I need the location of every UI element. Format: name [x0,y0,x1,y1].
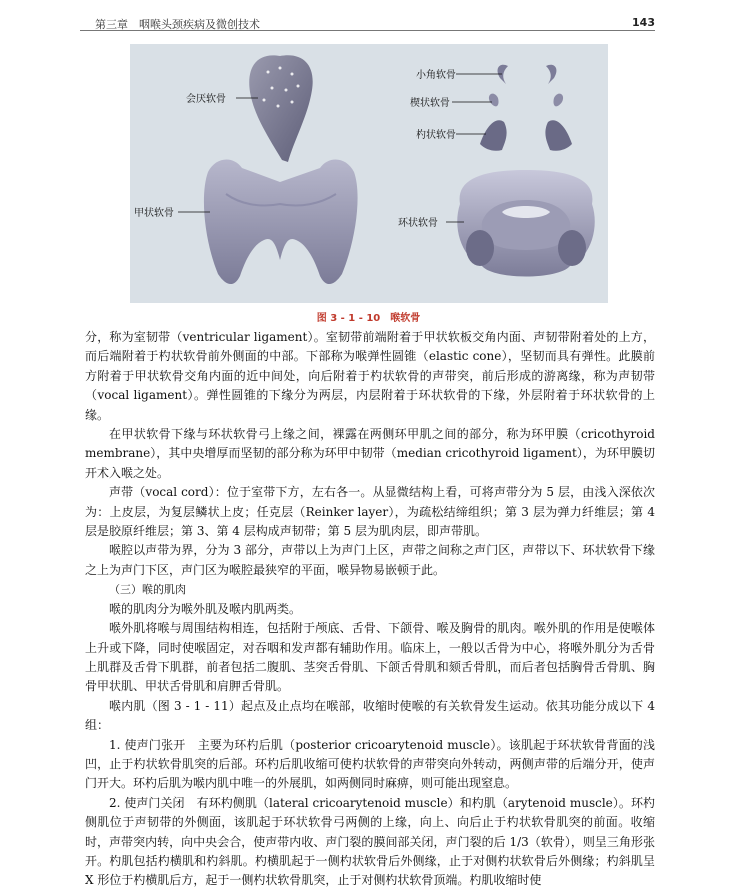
paragraph: 1. 使声门张开 主要为环杓后肌（posterior cricoarytenoid muscle）。该肌起于环状软骨背面的浅凹，止于杓状软骨肌突的后部。环杓后肌收缩可使杓状软骨的声带突向外转动，两侧声带的后端分开，使声门开大。环杓后肌为喉内肌中唯一的外展肌，如两侧同时麻痹，则可能出现窒息。 [85,737,655,791]
cuneiform-cartilage-left [489,94,499,107]
running-header [80,16,655,31]
section-subheading: （三）喉的肌肉 [109,583,186,597]
label-corniculate: 小角软骨 [416,70,456,81]
label-epiglottis: 会厌软骨 [186,94,226,105]
page-number: 143 [632,16,655,29]
figure-illustration [130,44,608,303]
paragraph: 在甲状软骨下缘与环状软骨弓上缘之间，裸露在两侧环甲肌之间的部分，称为环甲膜（cricothyroid membrane），其中央增厚而坚韧的部分称为环甲中韧带（median cricothyroid ligament），为环甲膜切开术入喉之处。 [85,427,655,480]
label-cuneiform: 楔状软骨 [410,98,450,109]
label-cricoid: 环状软骨 [398,218,438,229]
thyroid-cartilage-shape [204,159,358,284]
cuneiform-cartilage-right [553,94,563,107]
arytenoid-cartilage-right [545,120,572,150]
paragraph: 喉外肌将喉与周围结构相连，包括附于颅底、舌骨、下颌骨、喉及胸骨的肌肉。喉外肌的作用是使喉体上升或下降，同时使喉固定，对吞咽和发声都有辅助作用。临床上，一般以舌骨为中心，将喉外肌分为舌骨上肌群及舌骨下肌群，前者包括二腹肌、茎突舌骨肌、下颌舌骨肌和颏舌骨肌，而后者包括胸骨舌骨肌、胸骨甲状肌、甲状舌骨肌和肩胛舌骨肌。 [85,621,655,694]
body-text [85,328,655,891]
figure-laryngeal-cartilages [130,44,608,303]
chapter-title: 第三章 咽喉头颈疾病及微创技术 [95,18,260,31]
label-arytenoid: 杓状软骨 [416,130,456,141]
paragraph: 喉的肌肉分为喉外肌及喉内肌两类。 [109,601,302,616]
paragraph: 声带（vocal cord）：位于室带下方，左右各一。从显微结构上看，可将声带分为 5 层，由浅入深依次为：上皮层，为复层鳞状上皮；任克层（Reinker layer），为疏松结缔组织；第 3 层为弹力纤维层；第 4 层是胶原纤维层；第 3、第 4 层构成声韧带；第 5 层为肌肉层，即声带肌。 [85,485,655,539]
figure-caption: 图 3 - 1 - 10 喉软骨 [316,313,421,324]
paragraph: 分，称为室韧带（ventricular ligament）。室韧带前端附着于甲状软板交角内面、声韧带附着处的上方，而后端附着于杓状软骨前外侧面的中部。下部称为喉弹性圆锥（elastic cone），坚韧而具有弹性。此膜前方附着于甲状软骨交角内面的近中间处，向后附着于杓状软骨的声带突，前后形成的游离缘，称为声韧带（vocal ligament）。弹性圆锥的下缘分为两层，内层附着于环状软骨的下缘，外层附着于环状软骨的上缘。 [85,330,655,422]
paragraph: 2. 使声门关闭 有环杓侧肌（lateral cricoarytenoid muscle）和杓肌（arytenoid muscle）。环杓侧肌位于声韧带的外侧面，该肌起于环状软骨弓两侧的上缘，向上、向后止于杓状软骨肌突的前面。收缩时，声带突内转，向中央会合，使声带内收、声门裂的膜间部关闭，声门裂的后 1/3（软骨），则呈三角形张开。杓肌包括杓横肌和杓斜肌。杓横肌起于一侧杓状软骨后外侧缘，止于对侧杓状软骨后外侧缘；杓斜肌呈 X 形位于杓横肌后方，起于一侧杓状软骨肌突，止于对侧杓状软骨顶端。杓肌收缩时使 [85,795,655,888]
label-thyroid: 甲状软骨 [134,208,174,219]
corniculate-cartilage-right [546,65,556,84]
epiglottis-shape [249,55,312,162]
paragraph: 喉腔以声带为界，分为 3 部分，声带以上为声门上区，声带之间称之声门区，声带以下、环状软骨下缘之上为声门下区，声门区为喉腔最狭窄的平面，喉异物易嵌顿于此。 [85,543,655,577]
arytenoid-cartilage-left [480,120,507,150]
paragraph: 喉内肌（图 3 - 1 - 11）起点及止点均在喉部，收缩时使喉的有关软骨发生运动。依其功能分成以下 4 组： [85,698,655,733]
